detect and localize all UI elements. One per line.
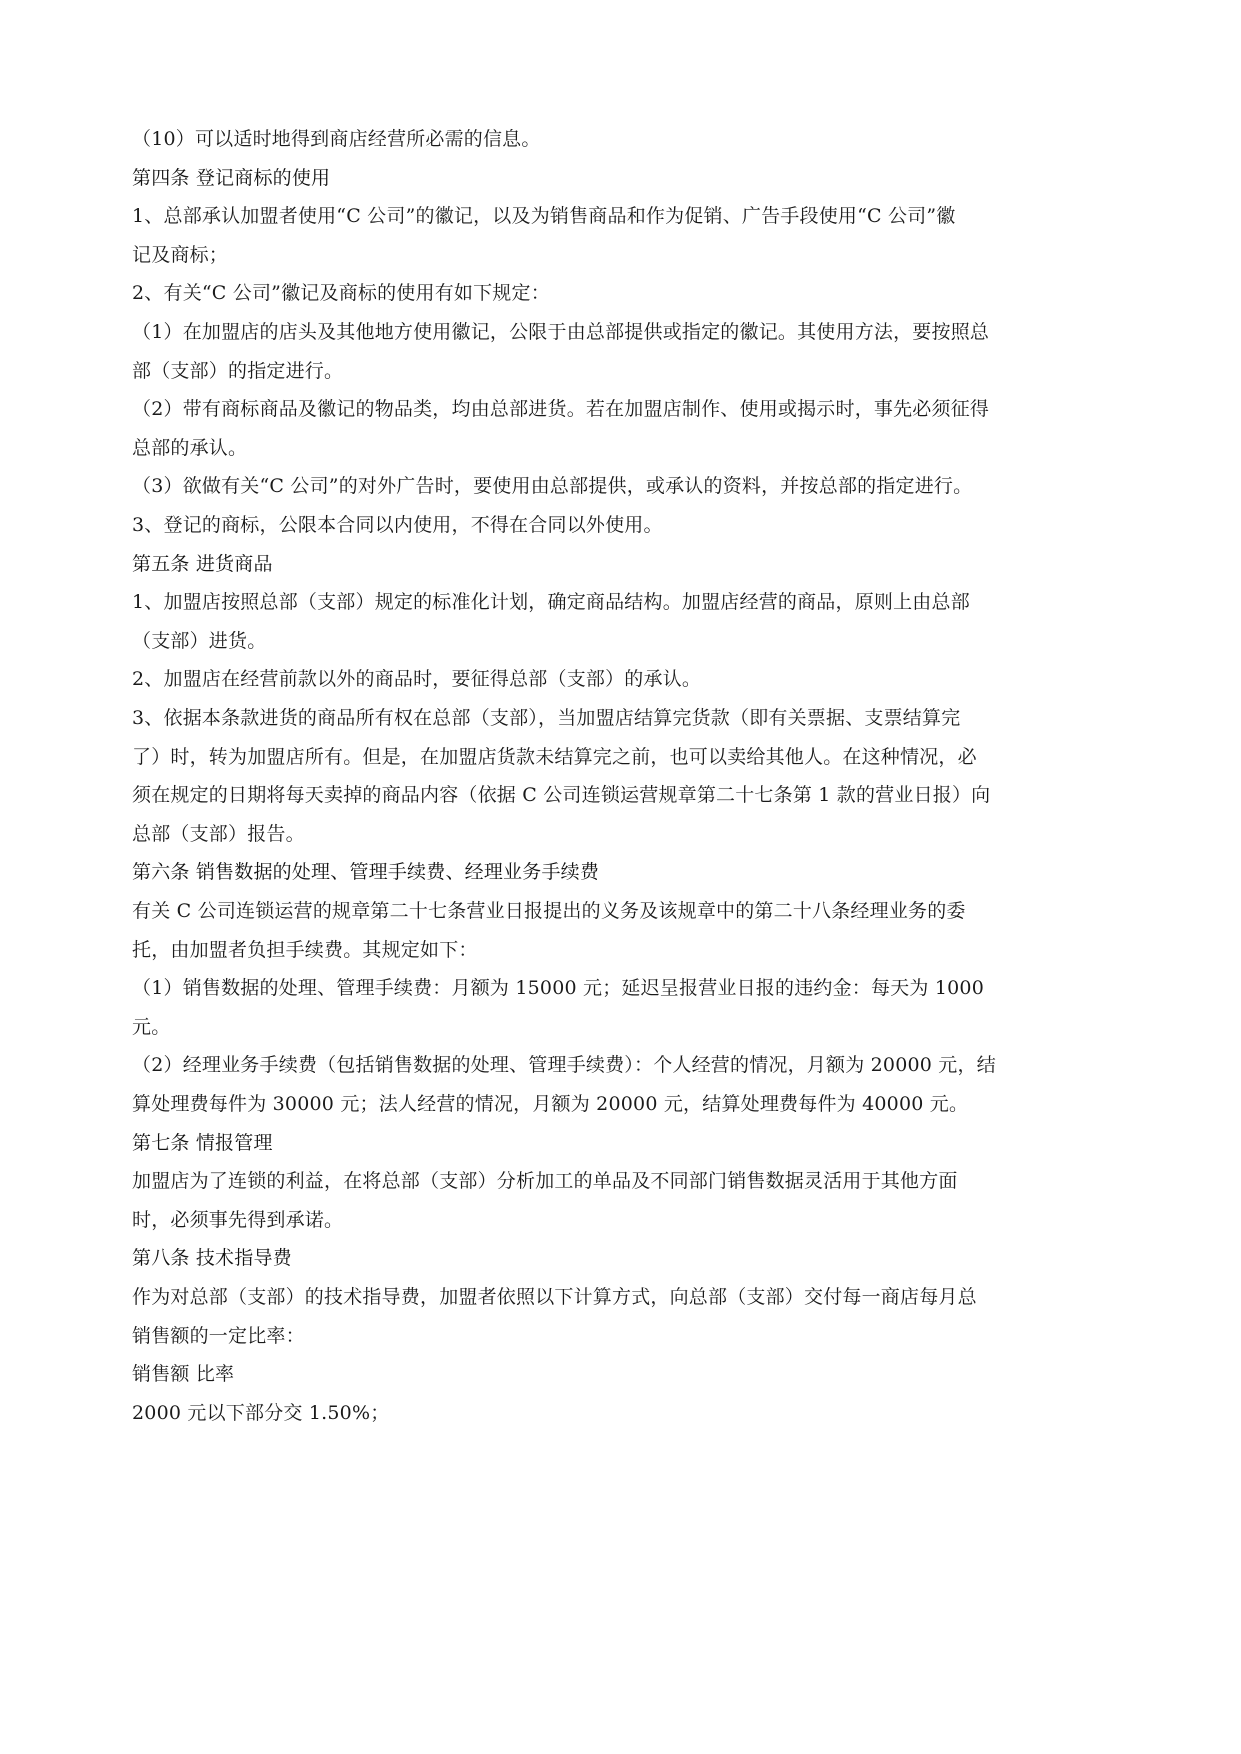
paragraph-line: 销售额的一定比率： xyxy=(132,1324,305,1347)
paragraph-line: （1）销售数据的处理、管理手续费：月额为 15000 元；延迟呈报营业日报的违约金：每天为 1000 xyxy=(132,977,985,1000)
paragraph-line: 2、加盟店在经营前款以外的商品时，要征得总部（支部）的承认。 xyxy=(132,668,702,691)
paragraph-line: （10）可以适时地得到商店经营所必需的信息。 xyxy=(132,128,541,150)
paragraph-line: （3）欲做有关“C 公司”的对外广告时，要使用由总部提供，或承认的资料，并按总部的指定进行。 xyxy=(132,475,973,498)
paragraph-line: 作为对总部（支部）的技术指导费，加盟者依照以下计算方式，向总部（支部）交付每一商店每月总 xyxy=(132,1286,977,1308)
paragraph-line: 时，必须事先得到承诺。 xyxy=(132,1208,344,1231)
paragraph-line: 总部（支部）报告。 xyxy=(132,822,305,845)
paragraph-line: 算处理费每件为 30000 元；法人经营的情况，月额为 20000 元，结算处理费每件为 40000 元。 xyxy=(132,1093,969,1115)
paragraph-line: 部（支部）的指定进行。 xyxy=(132,359,344,382)
paragraph-line: 1、加盟店按照总部（支部）规定的标准化计划，确定商品结构。加盟店经营的商品，原则上由总部 xyxy=(132,591,970,614)
paragraph-line: 3、依据本条款进货的商品所有权在总部（支部），当加盟店结算完货款（即有关票据、支票结算完 xyxy=(132,707,961,729)
paragraph-line: 记及商标； xyxy=(132,243,229,266)
paragraph-line: 2、有关“C 公司”徽记及商标的使用有如下规定： xyxy=(132,282,550,305)
paragraph-line: 总部的承认。 xyxy=(132,436,248,459)
paragraph-line: 3、登记的商标，公限本合同以内使用，不得在合同以外使用。 xyxy=(132,514,663,536)
section-heading: 第四条 登记商标的使用 xyxy=(132,166,331,189)
section-heading: 第五条 进货商品 xyxy=(132,552,273,575)
paragraph-line: 了）时，转为加盟店所有。但是，在加盟店货款未结算完之前，也可以卖给其他人。在这种情况，必 xyxy=(132,745,977,768)
paragraph-line: （支部）进货。 xyxy=(132,629,267,652)
paragraph-line: 有关 C 公司连锁运营的规章第二十七条营业日报提出的义务及该规章中的第二十八条经理业务的委 xyxy=(132,900,966,922)
paragraph-line: 加盟店为了连锁的利益，在将总部（支部）分析加工的单品及不同部门销售数据灵活用于其他方面 xyxy=(132,1170,958,1193)
section-heading: 第八条 技术指导费 xyxy=(132,1247,292,1270)
paragraph-line: 元。 xyxy=(132,1015,171,1038)
paragraph-line: （1）在加盟店的店头及其他地方使用徽记，公限于由总部提供或指定的徽记。其使用方法，要按照总 xyxy=(132,321,990,343)
paragraph-line: 销售额 比率 xyxy=(132,1363,235,1386)
section-heading: 第六条 销售数据的处理、管理手续费、经理业务手续费 xyxy=(132,861,600,884)
paragraph-line: 须在规定的日期将每天卖掉的商品内容（依据 C 公司连锁运营规章第二十七条第 1 款的营业日报）向 xyxy=(132,784,991,807)
paragraph-line: 托，由加盟者负担手续费。其规定如下： xyxy=(132,938,478,961)
paragraph-line: 2000 元以下部分交 1.50%； xyxy=(132,1401,390,1424)
paragraph-line: 1、总部承认加盟者使用“C 公司”的徽记，以及为销售商品和作为促销、广告手段使用“C 公司”徽 xyxy=(132,205,956,228)
section-heading: 第七条 情报管理 xyxy=(132,1131,273,1154)
paragraph-line: （2）经理业务手续费（包括销售数据的处理、管理手续费）：个人经营的情况，月额为 20000 元，结 xyxy=(132,1054,996,1077)
paragraph-line: （2）带有商标商品及徽记的物品类，均由总部进货。若在加盟店制作、使用或揭示时，事先必须征得 xyxy=(132,398,990,421)
